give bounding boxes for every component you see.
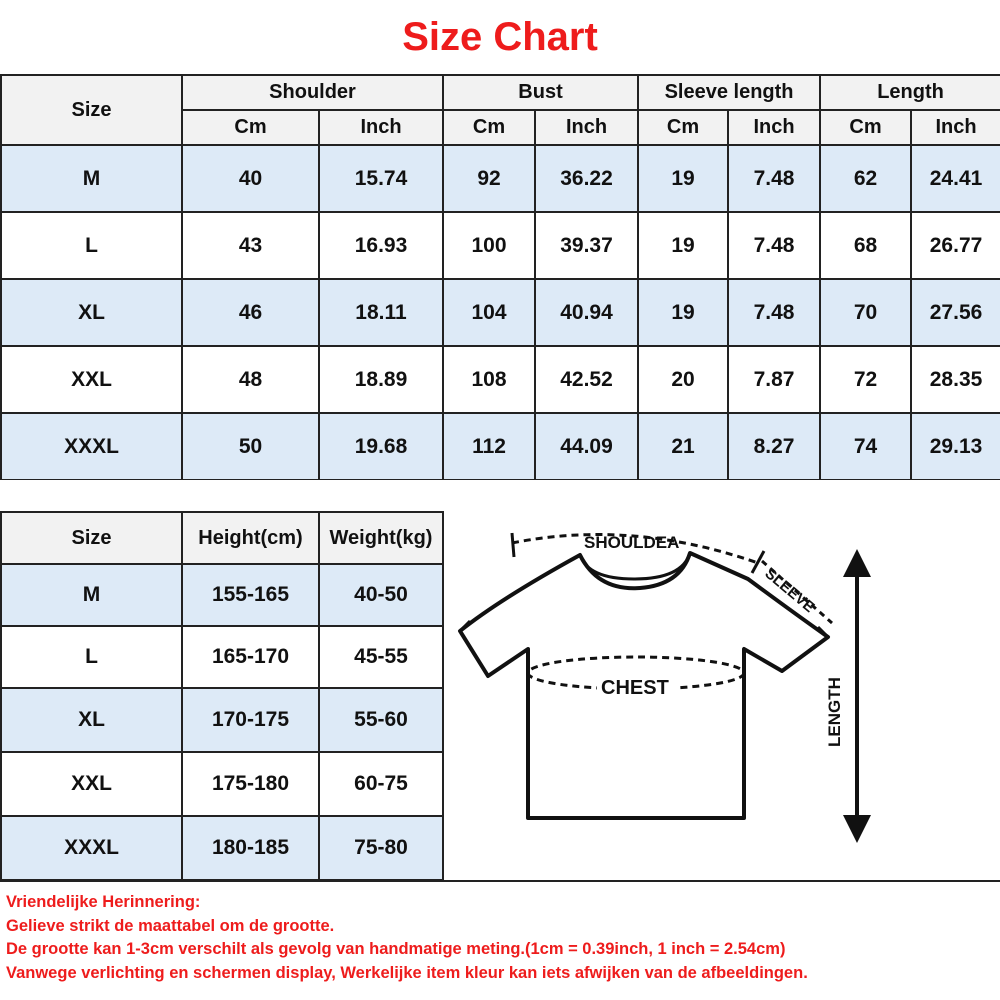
- length-inch-cell: 24.41: [911, 145, 1000, 212]
- weight-cell: 45-55: [319, 626, 443, 688]
- bust-cm-cell: 100: [443, 212, 535, 279]
- height-cell: 165-170: [182, 626, 319, 688]
- unit-header: Cm: [182, 110, 319, 145]
- size-cell: M: [1, 564, 182, 626]
- weight-header: Weight(kg): [319, 512, 443, 564]
- length-cm-cell: 62: [820, 145, 911, 212]
- table-row: [1, 564, 443, 626]
- bust-cm-cell: 104: [443, 279, 535, 346]
- size-cell: XXXL: [1, 413, 182, 480]
- length-cm-cell: 68: [820, 212, 911, 279]
- bust-inch-cell: 40.94: [535, 279, 638, 346]
- table-row: [1, 145, 1000, 212]
- note-line: De grootte kan 1-3cm verschilt als gevolg van handmatige meting.(1cm = 0.39inch, 1 inch = 2.54cm): [6, 940, 786, 958]
- note-line: Gelieve strikt de maattabel om de grootte.: [6, 916, 335, 935]
- sleeve-cm-cell: 21: [638, 413, 728, 480]
- sleeve-label: SLEEVE: [761, 565, 818, 617]
- length-label: LENGTH: [825, 677, 844, 747]
- height-cell: 175-180: [182, 752, 319, 816]
- length-cm-cell: 74: [820, 413, 911, 480]
- table-row: [1, 752, 443, 816]
- table-row: [1, 279, 1000, 346]
- table-row: [1, 413, 1000, 480]
- sleeve-inch-cell: 7.48: [728, 279, 820, 346]
- unit-header: Cm: [638, 110, 728, 145]
- shoulder-cm-cell: 48: [182, 346, 319, 413]
- length-inch-cell: 29.13: [911, 413, 1000, 480]
- sleeve-inch-cell: 7.87: [728, 346, 820, 413]
- length-cm-cell: 70: [820, 279, 911, 346]
- height-cell: 180-185: [182, 816, 319, 880]
- shoulder-cm-cell: 50: [182, 413, 319, 480]
- bust-inch-cell: 42.52: [535, 346, 638, 413]
- bust-cm-cell: 108: [443, 346, 535, 413]
- bust-cm-cell: 112: [443, 413, 535, 480]
- height-cell: 170-175: [182, 688, 319, 752]
- section-gap: [0, 480, 1000, 511]
- length-inch-cell: 28.35: [911, 346, 1000, 413]
- chest-label: CHEST: [601, 677, 669, 699]
- page-title: Size Chart: [0, 0, 1000, 75]
- shoulder-inch-cell: 18.11: [319, 279, 443, 346]
- table-row: [1, 816, 443, 880]
- sleeve-cm-cell: 19: [638, 279, 728, 346]
- sleeve-cm-cell: 19: [638, 212, 728, 279]
- height-header: Height(cm): [182, 512, 319, 564]
- sleeve-length-header: Sleeve length: [638, 75, 820, 110]
- size-header: Size: [1, 512, 182, 564]
- shoulder-cm-cell: 43: [182, 212, 319, 279]
- sleeve-inch-cell: 7.48: [728, 145, 820, 212]
- bust-inch-cell: 39.37: [535, 212, 638, 279]
- bust-header: Bust: [443, 75, 638, 110]
- unit-header: Cm: [820, 110, 911, 145]
- size-cell: M: [1, 145, 182, 212]
- table-row: [1, 346, 1000, 413]
- size-cell: XL: [1, 279, 182, 346]
- height-cell: 155-165: [182, 564, 319, 626]
- unit-header: Inch: [911, 110, 1000, 145]
- shoulder-inch-cell: 16.93: [319, 212, 443, 279]
- unit-header: Inch: [728, 110, 820, 145]
- bust-inch-cell: 44.09: [535, 413, 638, 480]
- sleeve-inch-cell: 8.27: [728, 413, 820, 480]
- table-row: [1, 626, 443, 688]
- size-cell: XXXL: [1, 816, 182, 880]
- note-line: Vriendelijke Herinnering:: [6, 893, 201, 911]
- length-cm-cell: 72: [820, 346, 911, 413]
- table-row: [1, 688, 443, 752]
- bust-cm-cell: 92: [443, 145, 535, 212]
- sleeve-inch-cell: 7.48: [728, 212, 820, 279]
- notes-section: [0, 880, 1000, 1000]
- length-inch-cell: 27.56: [911, 279, 1000, 346]
- weight-cell: 55-60: [319, 688, 443, 752]
- table-row: [1, 212, 1000, 279]
- shoulder-inch-cell: 18.89: [319, 346, 443, 413]
- shoulder-inch-cell: 15.74: [319, 145, 443, 212]
- shoulder-cm-cell: 40: [182, 145, 319, 212]
- sleeve-cm-cell: 19: [638, 145, 728, 212]
- size-cell: L: [1, 626, 182, 688]
- length-inch-cell: 26.77: [911, 212, 1000, 279]
- weight-cell: 60-75: [319, 752, 443, 816]
- measurement-table: [0, 74, 1000, 481]
- size-header: Size: [1, 75, 182, 145]
- length-header: Length: [820, 75, 1000, 110]
- tshirt-diagram: [452, 513, 1000, 883]
- shoulder-inch-cell: 19.68: [319, 413, 443, 480]
- weight-cell: 40-50: [319, 564, 443, 626]
- size-cell: XL: [1, 688, 182, 752]
- bust-inch-cell: 36.22: [535, 145, 638, 212]
- unit-header: Inch: [535, 110, 638, 145]
- sleeve-cm-cell: 20: [638, 346, 728, 413]
- size-cell: XXL: [1, 752, 182, 816]
- size-cell: XXL: [1, 346, 182, 413]
- shoulder-header: Shoulder: [182, 75, 443, 110]
- shoulder-label: SHOULDEA: [584, 533, 680, 552]
- unit-header: Cm: [443, 110, 535, 145]
- note-line: Vanwege verlichting en schermen display, Werkelijke item kleur kan iets afwijken van de afbeeldingen.: [6, 963, 808, 982]
- size-cell: L: [1, 212, 182, 279]
- weight-cell: 75-80: [319, 816, 443, 880]
- height-weight-table: [0, 511, 444, 881]
- shoulder-cm-cell: 46: [182, 279, 319, 346]
- unit-header: Inch: [319, 110, 443, 145]
